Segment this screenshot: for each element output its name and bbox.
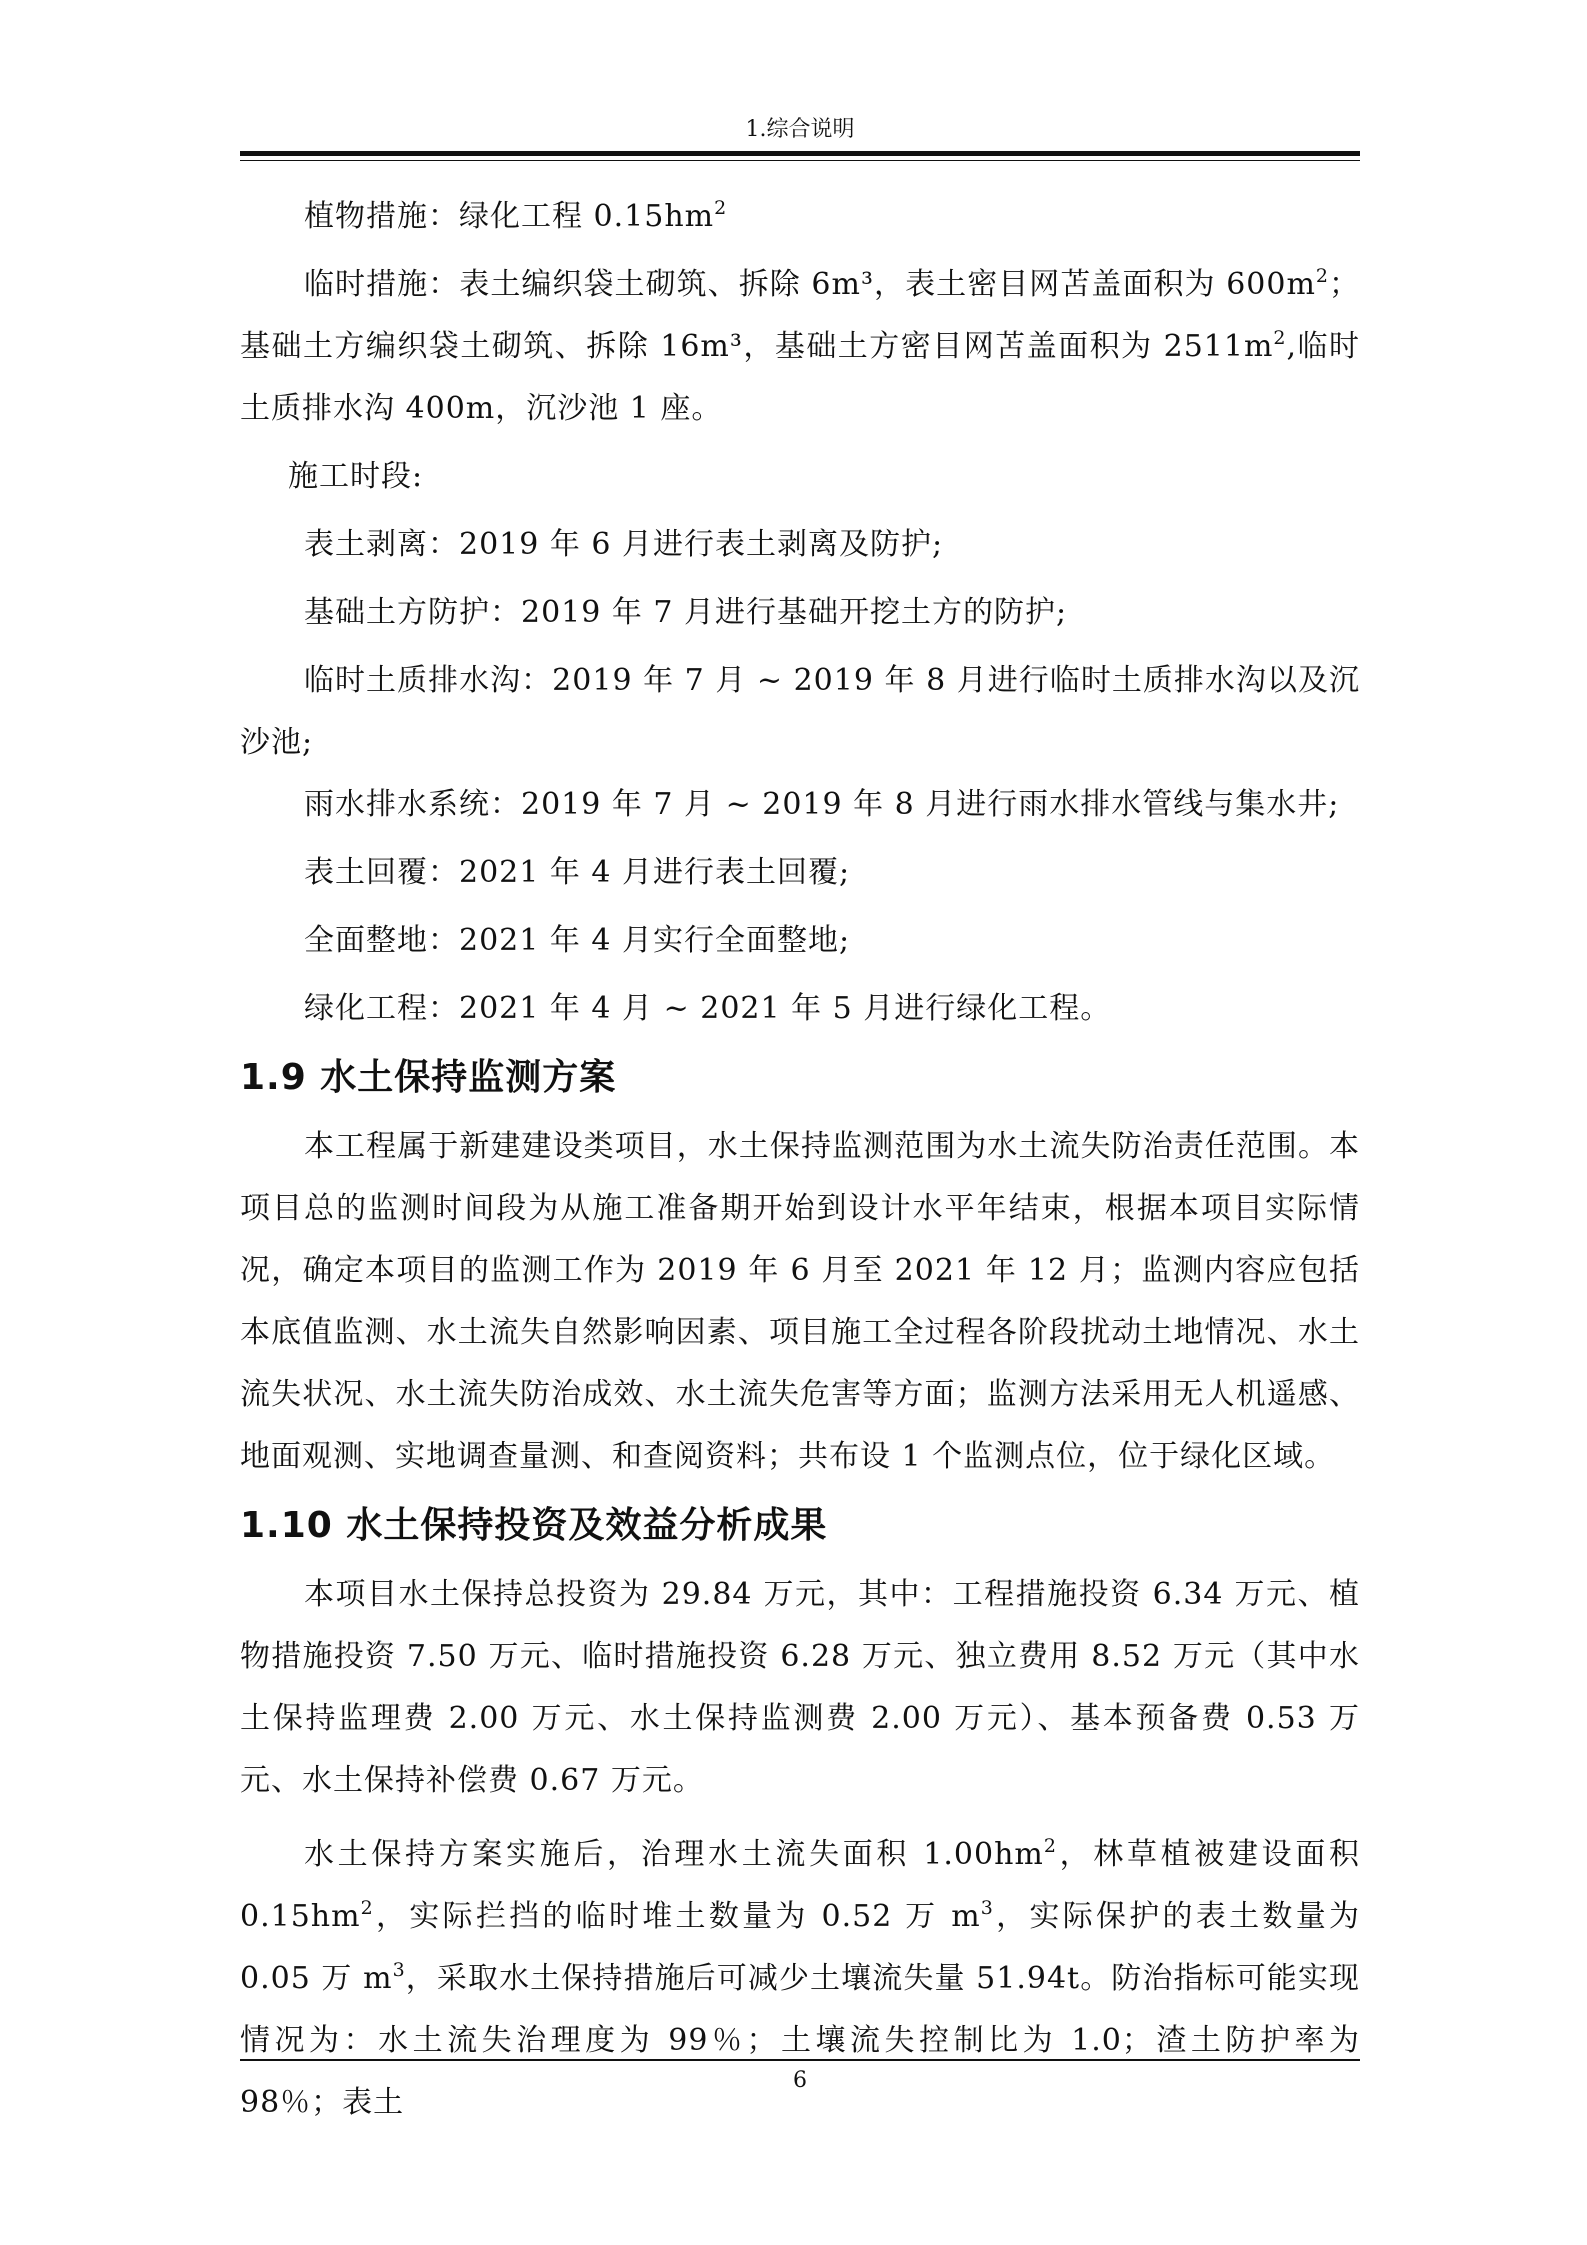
schedule-item: 全面整地：2021 年 4 月实行全面整地; [304,923,851,958]
section-heading-1-9: 1.9 水土保持监测方案 [240,1057,617,1098]
schedule-item: 雨水排水系统：2019 年 7 月 ~ 2019 年 8 月进行雨水排水管线与集水井; [304,787,1340,822]
temporary-measures: 临时措施：表土编织袋土砌筑、拆除 6m³，表土密目网苫盖面积为 $600m^2$；基础土方编织袋土砌筑、拆除 16m³，基础土方密目网苫盖面积为 $2511m^2$,临时土质排水沟 400m，沉沙池 1 座。 [240,265,1361,426]
page-content [240,186,1360,2134]
header-rule-thin [240,160,1360,161]
benefit-paragraph: 水土保持方案实施后，治理水土流失面积 $1.00hm^2$，林草植被建设面积 $0.15hm^2$，实际拦挡的临时堆土数量为 0.52 万 $m^3$，实际保护的表土数量为 0.05 万 $m^3$，采取水土保持措施后可减少土壤流失量 51.94t。防治指标可能实现情况为：水土流失治理度为 99％；土壤流失控制比为 1.0；渣土防护率为 98％；表土 [240,1835,1361,2120]
running-header: 1.综合说明 [745,117,855,142]
plant-measures: 植物措施：绿化工程 $0.15hm^2$ [304,197,728,234]
page-number: 6 [793,2068,807,2093]
schedule-item: 表土剥离：2019 年 6 月进行表土剥离及防护; [304,527,944,562]
schedule-title: 施工时段: [288,459,424,494]
schedule-item: 临时土质排水沟：2019 年 7 月 ~ 2019 年 8 月进行临时土质排水沟以及沉沙池; [240,663,1360,760]
investment-paragraph: 本项目水土保持总投资为 29.84 万元，其中：工程措施投资 6.34 万元、植物措施投资 7.50 万元、临时措施投资 6.28 万元、独立费用 8.52 万元（其中水土保持监理费 2.00 万元、水土保持监测费 2.00 万元）、基本预备费 0.53 万元、水土保持补偿费 0.67 万元。 [240,1577,1360,1798]
schedule-item: 基础土方防护：2019 年 7 月进行基础开挖土方的防护; [304,595,1068,630]
footer-rule [240,2059,1360,2061]
schedule-item: 表土回覆：2021 年 4 月进行表土回覆; [304,855,851,890]
header-rule-thick [240,151,1360,156]
section-heading-1-10: 1.10 水土保持投资及效益分析成果 [240,1505,828,1546]
schedule-item: 绿化工程：2021 年 4 月 ~ 2021 年 5 月进行绿化工程。 [304,991,1112,1026]
monitoring-paragraph: 本工程属于新建建设类项目，水土保持监测范围为水土流失防治责任范围。本项目总的监测时间段为从施工准备期开始到设计水平年结束，根据本项目实际情况，确定本项目的监测工作为 2019 年 6 月至 2021 年 12 月；监测内容应包括本底值监测、水土流失自然影响因素、项目施工全过程各阶段扰动土地情况、水土流失状况、水土流失防治成效、水土流失危害等方面；监测方法采用无人机遥感、地面观测、实地调查量测、和查阅资料；共布设 1 个监测点位，位于绿化区域。 [240,1129,1360,1474]
